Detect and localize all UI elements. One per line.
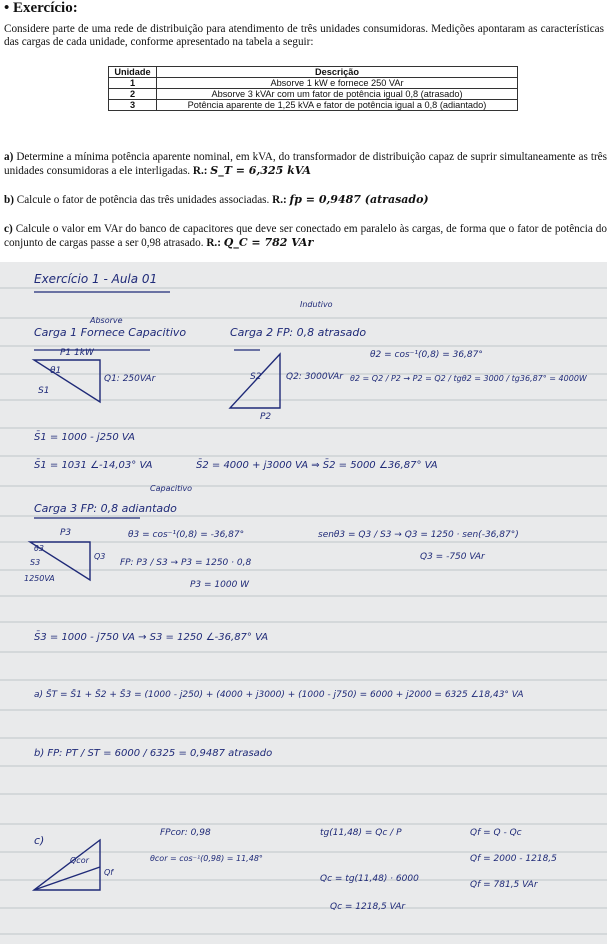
hw-s1: S1 xyxy=(38,386,50,396)
question-label: c) xyxy=(4,223,16,235)
handwritten-solution-photo xyxy=(0,262,607,944)
hw-carga3: Carga 3 FP: 0,8 adiantado xyxy=(34,502,177,515)
hw-part-a: a) S̄T = S̄1 + S̄2 + S̄3 = (1000 - j250) + (4000 + j3000) + (1000 - j750) = 6000 + j2000 = 6325 ∠18,43° VA xyxy=(34,690,524,700)
question-a xyxy=(4,150,607,178)
hw-theta3-calc: θ3 = cos⁻¹(0,8) = -36,87° xyxy=(128,530,245,540)
table-cell-desc: Absorve 3 kVAr com um fator de potência igual 0,8 (atrasado) xyxy=(157,89,518,100)
hw-qc-line: Qc = tg(11,48) · 6000 xyxy=(320,874,419,884)
hw-qf2: Qf = 2000 - 1218,5 xyxy=(470,854,557,864)
hw-p2: P2 xyxy=(260,412,272,422)
hw-theta2: θ2 = cos⁻¹(0,8) = 36,87° xyxy=(370,350,483,360)
hw-carga1: Carga 1 Fornece Capacitivo xyxy=(34,326,187,339)
hw-part-c-label: c) xyxy=(34,834,45,847)
printed-exercise xyxy=(0,0,607,262)
hw-s1-polar: S̄1 = 1031 ∠-14,03° VA xyxy=(34,460,153,471)
hw-sen-calc: senθ3 = Q3 / S3 → Q3 = 1250 · sen(-36,87°) xyxy=(318,530,519,540)
table-row xyxy=(109,89,518,100)
hw-carga2: Carga 2 FP: 0,8 atrasado xyxy=(230,326,367,339)
hw-qf1: Qf = Q - Qc xyxy=(470,828,522,838)
answer-prefix: R.: xyxy=(192,165,211,177)
hw-s3: S3 xyxy=(30,558,41,567)
table-cell-unit: 1 xyxy=(109,78,157,89)
hw-s1-vec: S̄1 = 1000 - j250 VA xyxy=(34,432,135,443)
hw-fp-calc: FP: P3 / S3 → P3 = 1250 · 0,8 xyxy=(120,558,252,568)
exercise-intro: Considere parte de uma rede de distribuição para atendimento de três unidades consumidoras. Medições apontaram as características das cargas de cada unidade, conforme apresentado na tabela a seguir: xyxy=(4,23,604,48)
table-header-row xyxy=(109,67,518,78)
hw-q2: Q2: 3000VAr xyxy=(286,372,344,382)
question-label: a) xyxy=(4,151,17,163)
hw-theta1: θ1 xyxy=(50,366,62,376)
answer-value: S_T = 6,325 kVA xyxy=(210,164,311,177)
hw-q1: Q1: 250VAr xyxy=(104,374,156,384)
hw-qcor: Qcor xyxy=(70,856,89,865)
exercise-title: • Exercício: xyxy=(4,0,78,16)
table-row xyxy=(109,78,518,89)
hw-s3-vec: S̄3 = 1000 - j750 VA → S3 = 1250 ∠-36,87° VA xyxy=(34,632,269,643)
hw-indutivo: Indutivo xyxy=(300,300,333,309)
hw-capacitivo: Capacitivo xyxy=(150,484,193,493)
hw-s2-vec: S̄2 = 4000 + j3000 VA ⇒ S̄2 = 5000 ∠36,87° VA xyxy=(196,460,438,471)
loads-table xyxy=(108,66,518,111)
answer-value: Q_C = 782 VAr xyxy=(223,236,314,249)
hw-p3-res: P3 = 1000 W xyxy=(190,580,250,590)
hw-part-b: b) FP: PT / ST = 6000 / 6325 = 0,9487 atrasado xyxy=(34,748,273,759)
hw-theta3: θ3 xyxy=(34,544,44,553)
hw-s3-val: 1250VA xyxy=(24,574,55,583)
table-header-desc: Descrição xyxy=(157,67,518,78)
hw-title: Exercício 1 - Aula 01 xyxy=(34,272,158,286)
hw-fp-cor: FPcor: 0,98 xyxy=(160,828,211,838)
table-cell-unit: 2 xyxy=(109,89,157,100)
table-cell-desc: Absorve 1 kW e fornece 250 VAr xyxy=(157,78,518,89)
hw-qc-res: Qc = 1218,5 VAr xyxy=(330,902,406,912)
hw-tg-line: tg(11,48) = Qc / P xyxy=(320,828,402,838)
question-text: Calcule o valor em VAr do banco de capacitores que deve ser conectado em paralelo às cargas, de forma que o fator de potência do conjunto de cargas passe a ser 0,98 atrasado. xyxy=(4,223,607,249)
hw-theta-cor: θcor = cos⁻¹(0,98) = 11,48° xyxy=(150,854,263,863)
table-cell-unit: 3 xyxy=(109,100,157,111)
answer-prefix: R.: xyxy=(272,194,290,206)
answer-value: fp = 0,9487 (atrasado) xyxy=(289,193,429,206)
table-cell-desc: Potência aparente de 1,25 kVA e fator de potência igual a 0,8 (adiantado) xyxy=(157,100,518,111)
hw-p1: P1 1kW xyxy=(60,348,94,358)
table-row xyxy=(109,100,518,111)
question-text: Determine a mínima potência aparente nominal, em kVA, do transformador de distribuição capaz de suprir simultaneamente as três unidades consumidoras a ele interligadas. xyxy=(4,151,607,177)
triangle-part-c xyxy=(34,840,100,890)
hw-s2: S2 xyxy=(250,372,262,382)
hw-q3-res: Q3 = -750 VAr xyxy=(420,552,485,562)
notebook-ruling xyxy=(0,262,607,944)
hw-qf: Qf xyxy=(104,868,114,877)
hw-absorve: Absorve xyxy=(90,316,123,325)
hw-q3: Q3 xyxy=(94,552,106,561)
hw-p3: P3 xyxy=(60,528,72,538)
question-b xyxy=(4,193,607,207)
answer-prefix: R.: xyxy=(206,237,224,249)
question-c xyxy=(4,222,607,250)
hw-qf3: Qf = 781,5 VAr xyxy=(470,880,538,890)
table-header-unit: Unidade xyxy=(109,67,157,78)
hw-p2-calc: θ2 = Q2 / P2 → P2 = Q2 / tgθ2 = 3000 / tg36,87° = 4000W xyxy=(350,374,587,383)
question-text: Calcule o fator de potência das três unidades associadas. xyxy=(16,194,273,206)
question-label: b) xyxy=(4,194,17,206)
